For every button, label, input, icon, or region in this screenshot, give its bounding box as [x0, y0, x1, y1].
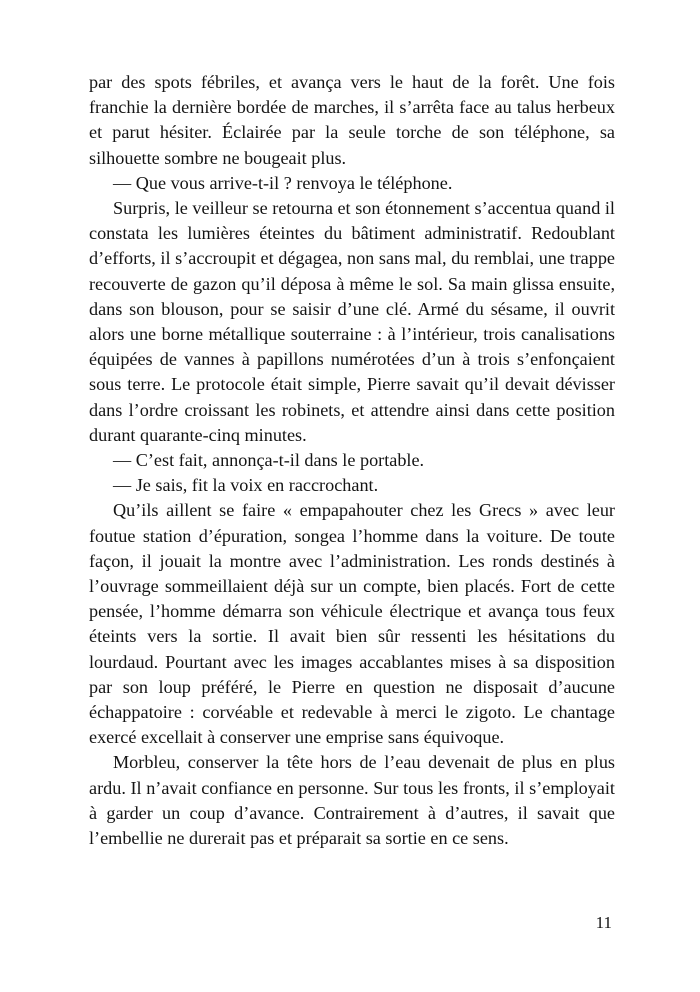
paragraph-continued: par des spots fébriles, et avança vers le haut de la forêt. Une fois franchie la dernière bordée de marches, il s’arrêta face au talus herbeux et parut hésiter. Éclairée par la seule torche de son téléphone, sa silhouette sombre ne bougeait plus. [89, 72, 615, 168]
dialogue-line: — Je sais, fit la voix en raccrochant. [113, 475, 379, 496]
dialogue-line: — Que vous arrive-t-il ? renvoya le téléphone. [113, 172, 453, 193]
body-text [89, 70, 615, 851]
paragraph: Morbleu, conserver la tête hors de l’eau devenait de plus en plus ardu. Il n’avait confiance en personne. Sur tous les fronts, il s’employait à garder un coup d’avance. Contrairement à d’autres, il savait que l’embellie ne durerait pas et préparait sa sortie en ce sens. [89, 752, 615, 849]
paragraph: Qu’ils aillent se faire « empapahouter chez les Grecs » avec leur foutue station d’épuration, songea l’homme dans la voiture. De toute façon, il jouait la montre avec l’administration. Les ronds destinés à l’ouvrage sommeillaient déjà sur un compte, bien placés. Fort de cette pensée, l’homme démarra son véhicule électrique et avança tous feux éteints vers la sortie. Il avait bien sûr ressenti les hésitations du lourdaud. Pourtant avec les images accablantes mises à sa disposition par son loup préféré, le Pierre en question ne disposait d’aucune échappatoire : corvéable et redevable à merci le zigoto. Le chantage exercé excellait à conserver une emprise sans équivoque. [89, 500, 615, 748]
paragraph: Surpris, le veilleur se retourna et son étonnement s’accentua quand il constata les lumières éteintes du bâtiment administratif. Redoublant d’efforts, il s’accroupit et dégagea, non sans mal, du remblai, une trappe recouverte de gazon qu’il déposa à même le sol. Sa main glissa ensuite, dans son blouson, pour se saisir d’une clé. Armé du sésame, il ouvrit alors une borne métallique souterraine : à l’intérieur, trois canalisations équipées de vannes à papillons numérotées d’un à trois s’enfonçaient sous terre. Le protocole était simple, Pierre savait qu’il devait dévisser dans l’ordre croissant les robinets, et attendre ainsi dans cette position durant quarante-cinq minutes. [89, 198, 615, 445]
dialogue-line: — C’est fait, annonça-t-il dans le portable. [113, 450, 425, 471]
page-number: 11 [595, 913, 612, 932]
